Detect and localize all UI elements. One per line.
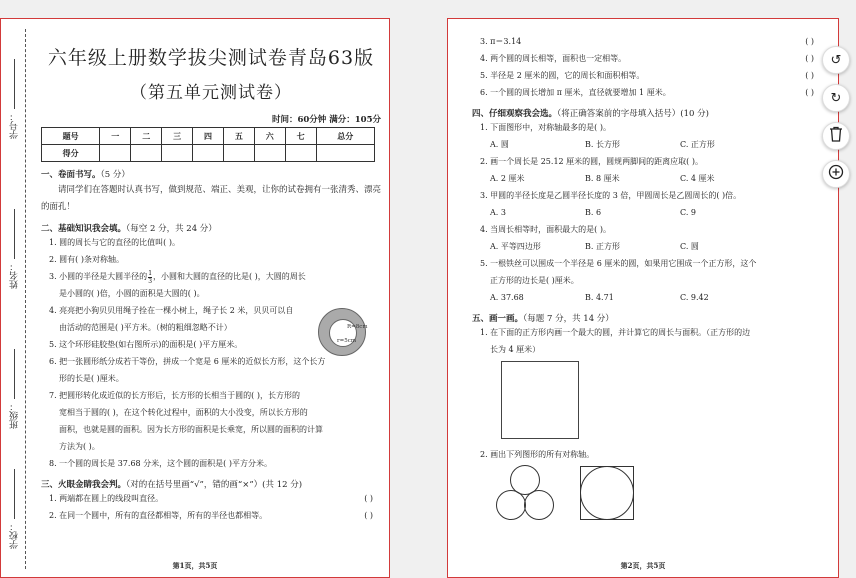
- ring-inner-label: r=5cm: [337, 338, 357, 344]
- fraction: $\frac{1}{3}$: [148, 269, 153, 285]
- option: C. 4 厘米: [680, 174, 715, 183]
- question-3-3: 3. π＝3.14 ( ): [480, 37, 814, 46]
- option: B. 8 厘米: [585, 174, 620, 183]
- option: B. 4.71: [585, 293, 614, 302]
- score-header-cell: 六: [254, 128, 285, 145]
- exam-meta: 时间：60分钟 满分：105分: [271, 115, 381, 125]
- question-2-6: 6. 把一张圆形纸分成若干等份，拼成一个宽是 6 厘米的近似长方形，这个长方: [49, 357, 326, 366]
- section-2-title: 二、基础知识我会填。（每空 2 分，共 24 分）: [41, 224, 217, 234]
- option: B. 长方形: [585, 140, 620, 149]
- score-header-cell: 七: [285, 128, 316, 145]
- score-header-cell: 二: [131, 128, 162, 145]
- question-5-1: 1. 在下面的正方形内画一个最大的圆，并计算它的周长与面积。（正方形的边: [480, 328, 751, 337]
- option: A. 3: [490, 208, 506, 217]
- score-cell: [285, 145, 316, 162]
- question-3-2: 2. 在同一个圆中，所有的直径都相等，所有的半径也都相等。 ( ): [49, 511, 373, 520]
- class-label: 班级：: [9, 402, 20, 429]
- inscribed-circle-figure: [580, 466, 634, 520]
- score-cell: [193, 145, 224, 162]
- ring-outer-label: R=8cm: [347, 324, 368, 330]
- score-row: [42, 145, 375, 162]
- question-4-5-options: [472, 289, 822, 306]
- score-header-cell: 一: [100, 128, 131, 145]
- question-2-4: 4. 亮亮把小狗贝贝用绳子拴在一棵小树上，绳子长 2 米，贝贝可以自: [49, 306, 294, 315]
- option: B. 6: [585, 208, 602, 217]
- delete-icon: [829, 126, 843, 146]
- rotate-right-button[interactable]: [822, 84, 850, 112]
- question-2-6-cont: 形的长是( )厘米。: [59, 374, 124, 383]
- question-3-5: 5. 半径是 2 厘米的圆，它的周长和面积相等。 ( ): [480, 71, 814, 80]
- delete-button[interactable]: [822, 122, 850, 150]
- section-3-title: 三、火眼金睛我会判。（对的在括号里画“√”，错的画“×”）(共 12 分): [41, 480, 303, 490]
- question-4-2-options: [472, 170, 822, 187]
- option: B. 正方形: [585, 242, 620, 251]
- score-header-cell: 总分: [316, 128, 374, 145]
- question-2-1: 1. 圆的周长与它的直径的比值叫( )。: [49, 238, 180, 247]
- question-5-1-cont: 长为 4 厘米）: [490, 345, 541, 354]
- question-4-3-options: [472, 204, 822, 221]
- exam-subtitle: （第五单元测试卷）: [130, 83, 292, 103]
- question-4-2: 2. 画一个周长是 25.12 厘米的圆，圆规两脚间的距离应取( )。: [480, 157, 703, 166]
- section-1-text: 请同学们在答题时认真书写，做到规范、端正、美观，让你的试卷拥有一张清秀、漂亮的面孔！: [41, 185, 382, 212]
- question-5-2: 2. 画出下列图形的所有对称轴。: [480, 450, 595, 459]
- question-2-7-cont: 面积，也就是圆的面积。因为长方形的面积是长乘宽，所以圆的面积的计算: [59, 425, 323, 434]
- question-2-2: 2. 圆有( )条对称轴。: [49, 255, 124, 264]
- question-3-1: 1. 两端都在圆上的线段叫直径。 ( ): [49, 494, 373, 503]
- score-header-cell: 题号: [42, 128, 100, 145]
- option: A. 2 厘米: [490, 174, 525, 183]
- section-4-title: 四、仔细观察我会选。（将正确答案前的字母填入括号）(10 分): [472, 109, 709, 119]
- circle-figure-right: [524, 490, 554, 520]
- question-4-1-options: [472, 136, 822, 153]
- question-2-8: 8. 一个圆的周长是 37.68 分米，这个圆的面积是( )平方分米。: [49, 459, 272, 468]
- score-table: [41, 127, 375, 162]
- question-4-5-cont: 正方形的边长是( )厘米。: [490, 276, 579, 285]
- circle-figure-left: [496, 490, 526, 520]
- rotate-left-icon: ↺: [830, 52, 842, 68]
- exam-page-1: [0, 18, 390, 578]
- question-2-7-cont: 方法为( )。: [59, 442, 100, 451]
- option: C. 9.42: [680, 293, 709, 302]
- question-2-5: 5. 这个环形硅胶垫(如右图所示)的面积是( )平方厘米。: [49, 340, 243, 349]
- school-label: 学校：: [9, 522, 20, 549]
- question-2-3-cont: 是小圆的( )倍，小圆的面积是大圆的( )。: [59, 289, 205, 298]
- viewer-toolbar: [822, 46, 852, 198]
- section-5-title: 五、画一画。（每题 7 分，共 14 分）: [472, 314, 614, 324]
- question-2-7: 7. 把圆形转化成近似的长方形后，长方形的长相当于圆的( )，长方形的: [49, 391, 300, 400]
- rotate-left-button[interactable]: [822, 46, 850, 74]
- rotate-right-icon: ↻: [830, 90, 842, 106]
- question-2-7-cont: 宽相当于圆的( )，在这个转化过程中，面积的大小没变，所以长方形的: [59, 408, 308, 417]
- zoom-in-icon: [828, 164, 844, 184]
- question-3-4: 4. 两个圆的周长相等，面积也一定相等。 ( ): [480, 54, 814, 63]
- option: A. 37.68: [490, 293, 524, 302]
- score-header-cell: 五: [223, 128, 254, 145]
- ring-figure: [318, 308, 366, 356]
- binding-margin: [1, 19, 35, 577]
- page-gap: [390, 0, 447, 566]
- student-id-label: 学号：: [9, 112, 20, 139]
- score-header-cell: 四: [193, 128, 224, 145]
- class-field: [7, 349, 21, 429]
- option: C. 正方形: [680, 140, 715, 149]
- page-footer: 第1页，共5页: [172, 561, 218, 570]
- question-3-6: 6. 一个圆的周长增加 π 厘米，直径就要增加 1 厘米。 ( ): [480, 88, 814, 97]
- score-cell: [223, 145, 254, 162]
- square-figure: [501, 361, 579, 439]
- option: C. 圆: [680, 242, 699, 251]
- page-footer: 第2页，共5页: [620, 561, 666, 570]
- student-id-field: [7, 59, 21, 139]
- question-2-4-cont: 由活动的范围是( )平方米。（树的粗细忽略不计）: [59, 323, 232, 332]
- question-4-1: 1. 下面图形中，对称轴最多的是( )。: [480, 123, 611, 132]
- question-4-4: 4. 当周长相等时，面积最大的是( )。: [480, 225, 611, 234]
- exam-title: 六年级上册数学拔尖测试卷青岛63版: [47, 47, 375, 69]
- score-cell: [100, 145, 131, 162]
- section-1-title: 一、卷面书写。（5 分）: [41, 170, 130, 180]
- question-2-3: 3. 小圆的半径是大圆半径的 $\frac{1}{3}$，小圆和大圆的直径的比是( )，大圆的周长: [49, 269, 306, 285]
- option: A. 圆: [490, 140, 509, 149]
- option: C. 9: [680, 208, 697, 217]
- score-row-label: 得分: [42, 145, 100, 162]
- score-cell: [316, 145, 374, 162]
- question-4-5: 5. 一根铁丝可以围成一个半径是 6 厘米的圆，如果用它围成一个正方形，这个: [480, 259, 757, 268]
- name-field: [7, 209, 21, 289]
- score-header-row: [42, 128, 375, 145]
- score-cell: [131, 145, 162, 162]
- score-cell: [254, 145, 285, 162]
- question-4-4-options: [472, 238, 822, 255]
- school-field: [7, 469, 21, 549]
- score-cell: [162, 145, 193, 162]
- cut-line: [25, 29, 26, 569]
- page1-content: [41, 19, 381, 524]
- score-header-cell: 三: [162, 128, 193, 145]
- name-label: 姓名：: [9, 262, 20, 289]
- option: A. 平等四边形: [490, 242, 541, 251]
- question-4-3: 3. 甲圆的半径长度是乙圆半径长度的 3 倍，甲圆周长是乙圆周长的( )倍。: [480, 191, 742, 200]
- zoom-in-button[interactable]: [822, 160, 850, 188]
